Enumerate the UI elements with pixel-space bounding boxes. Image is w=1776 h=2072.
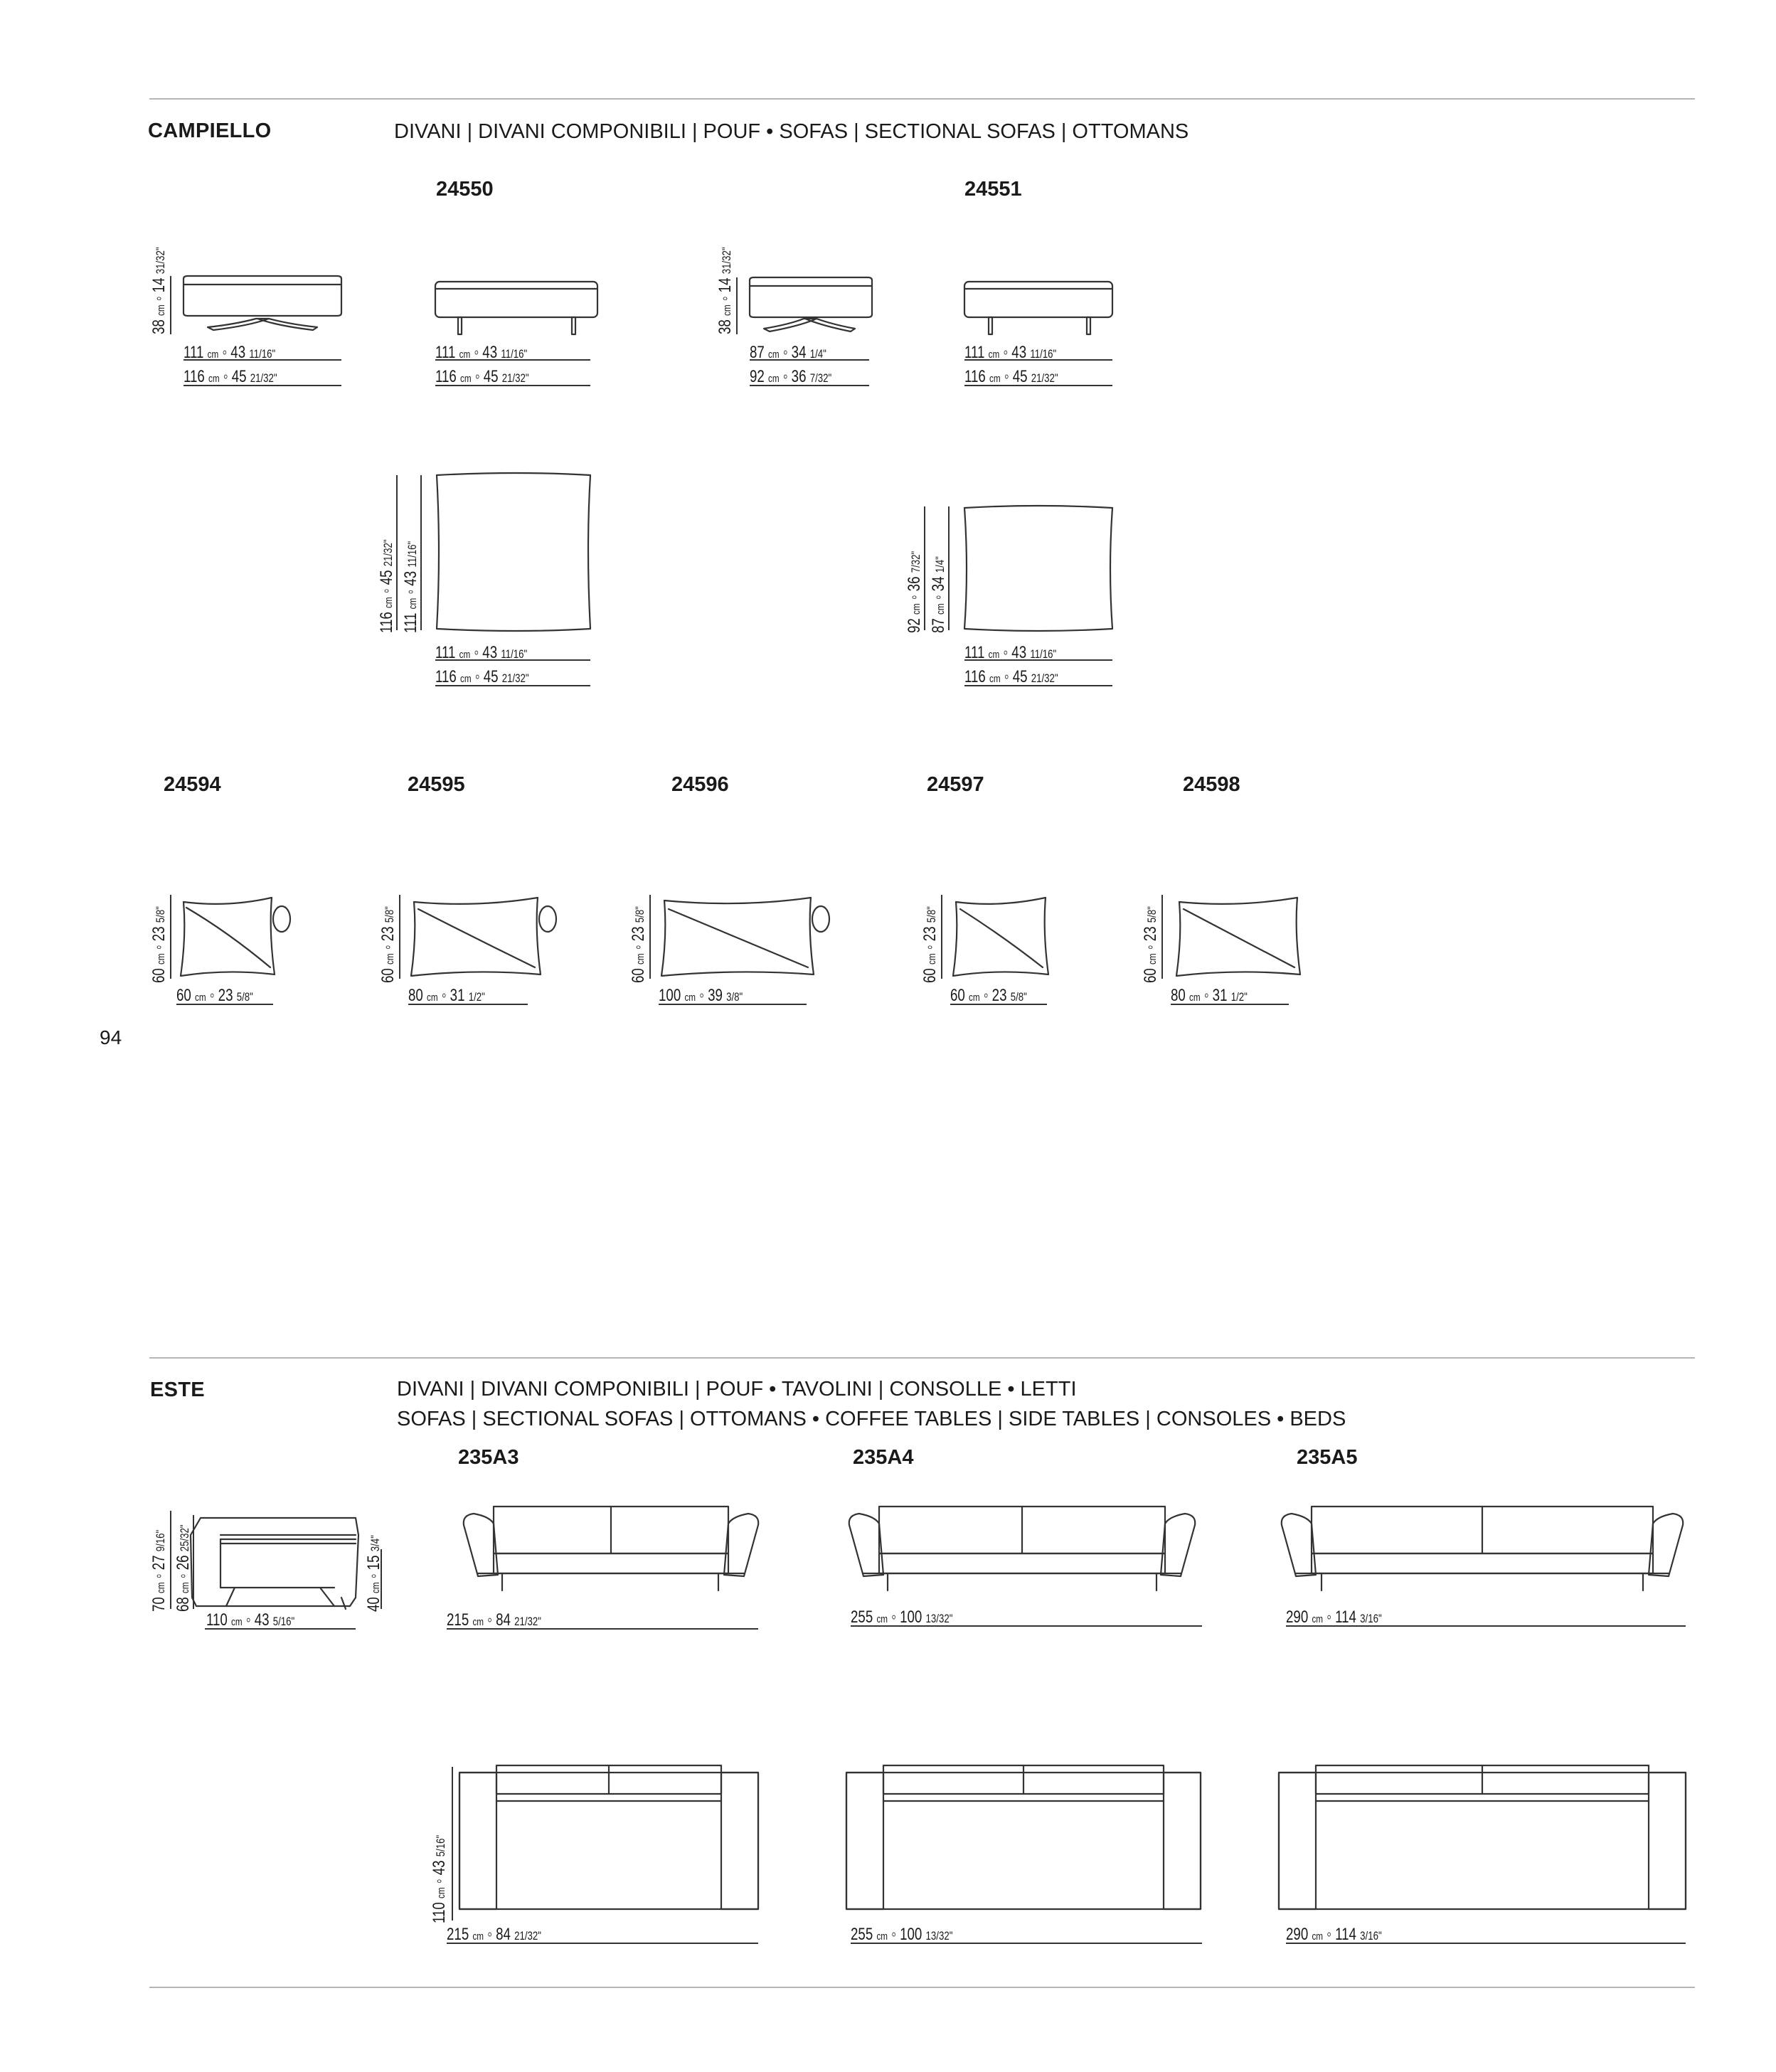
- ottoman-side-view-3: [750, 277, 872, 331]
- dim-depth: 87 cm ◦ 34 1/4": [929, 556, 948, 633]
- dim-unit: cm: [383, 597, 395, 608]
- dim-value: 116: [435, 367, 457, 386]
- dim-width: 92 cm ◦ 36 7/32": [750, 367, 832, 386]
- dim-value: 111: [184, 343, 204, 362]
- dim-inch: 114: [1335, 1925, 1356, 1944]
- dim-inch: 23: [149, 926, 169, 942]
- dim-frac: 1/2": [468, 990, 485, 1004]
- dim-unit: cm: [876, 1613, 888, 1625]
- dim-unit: cm: [1189, 992, 1201, 1004]
- product-code: 24595: [408, 773, 465, 796]
- dim-frac: 11/16": [1030, 647, 1057, 661]
- dim-inch: 23: [1141, 926, 1160, 942]
- section-categories-campiello: DIVANI | DIVANI COMPONIBILI | POUF • SOFAS | SECTIONAL SOFAS | OTTOMANS: [394, 120, 1189, 143]
- dim-frac: 5/8": [383, 906, 396, 923]
- dim-unit: cm: [459, 649, 471, 661]
- dim-inch: 15: [364, 1555, 383, 1571]
- dim-unit: cm: [988, 649, 1000, 661]
- dim-inch: 23: [629, 926, 648, 942]
- dim-frac: 7/32": [809, 371, 832, 385]
- dim-inch: 43: [430, 1860, 449, 1876]
- dim-frac: 1/4": [933, 556, 947, 573]
- dim-value: 290: [1286, 1608, 1309, 1627]
- dim-value: 116: [435, 667, 457, 686]
- dim-frac: 21/32": [1031, 671, 1058, 685]
- sofa-front-235A4: [849, 1507, 1195, 1590]
- dim-frac: 3/4": [368, 1535, 382, 1552]
- dim-seat-height: 40 cm ◦ 15 3/4": [364, 1535, 383, 1612]
- dim-unit: cm: [989, 373, 1001, 385]
- product-code: 235A3: [458, 1446, 519, 1469]
- dim-height: 38 cm ◦ 14 31/32": [716, 247, 735, 334]
- dim-value: 60: [1141, 968, 1160, 983]
- dim-width: 111 cm ◦ 43 11/16": [184, 343, 276, 362]
- dim-value: 290: [1286, 1925, 1309, 1944]
- dim-frac: 31/32": [154, 247, 167, 275]
- dim-width: 111 cm ◦ 43 11/16": [964, 643, 1057, 662]
- dim-value: 111: [435, 643, 456, 662]
- dim-unit: cm: [435, 1887, 447, 1898]
- sofa-front-235A5: [1282, 1507, 1683, 1590]
- dim-frac: 11/16": [1030, 347, 1057, 361]
- dim-value: 40: [364, 1597, 383, 1612]
- dim-value: 70: [149, 1597, 169, 1612]
- dim-unit: cm: [969, 992, 980, 1004]
- dim-unit: cm: [721, 304, 733, 316]
- dim-frac: 5/8": [1010, 990, 1027, 1004]
- dim-frac: 11/16": [501, 347, 528, 361]
- dim-inch: 45: [231, 367, 247, 386]
- dim-value: 60: [149, 968, 169, 983]
- product-code: 24598: [1183, 773, 1240, 796]
- dim-width: 215 cm ◦ 84 21/32": [447, 1610, 542, 1630]
- ottoman-top-view-2: [964, 506, 1112, 631]
- dim-frac: 21/32": [501, 371, 529, 385]
- dim-width: 116 cm ◦ 45 21/32": [435, 667, 529, 686]
- dim-inch: 23: [991, 986, 1007, 1005]
- dim-unit: cm: [384, 953, 396, 965]
- dim-unit: cm: [1312, 1930, 1324, 1943]
- dim-inch: 45: [1012, 667, 1028, 686]
- cushion-24594: [181, 898, 290, 976]
- product-code: 24551: [964, 178, 1022, 201]
- dim-frac: 5/8": [633, 906, 647, 923]
- dim-value: 92: [750, 367, 765, 386]
- dim-value: 38: [149, 319, 169, 334]
- dim-unit: cm: [208, 373, 220, 385]
- section-title-campiello: CAMPIELLO: [148, 119, 272, 142]
- dim-value: 116: [964, 667, 986, 686]
- page-number: 94: [100, 1026, 122, 1048]
- dim-inch: 45: [1012, 367, 1028, 386]
- dim-inch: 43: [482, 643, 498, 662]
- dim-frac: 21/32": [514, 1615, 542, 1628]
- dim-value: 100: [659, 986, 681, 1005]
- dim-unit: cm: [427, 992, 438, 1004]
- dim-value: 60: [950, 986, 965, 1005]
- dim-inch: 14: [716, 277, 735, 293]
- dim-inch: 84: [496, 1925, 511, 1944]
- dim-inch: 84: [496, 1610, 511, 1630]
- dim-width: 116 cm ◦ 45 21/32": [184, 367, 277, 386]
- dim-frac: 11/16": [501, 647, 528, 661]
- dim-frac: 11/16": [405, 541, 419, 568]
- dim-height: 60 cm ◦ 23 5/8": [378, 906, 398, 983]
- dim-unit: cm: [155, 953, 167, 965]
- dim-value: 87: [929, 618, 948, 633]
- dim-unit: cm: [768, 373, 780, 385]
- dim-inch: 43: [1011, 343, 1027, 362]
- dim-frac: 21/32": [381, 539, 395, 567]
- dim-unit: cm: [935, 603, 947, 615]
- dim-inch: 23: [920, 926, 940, 942]
- dim-frac: 5/16": [434, 1834, 447, 1857]
- dim-frac: 25/32": [178, 1524, 191, 1552]
- dim-width: 116 cm ◦ 45 21/32": [964, 367, 1058, 386]
- dim-unit: cm: [910, 603, 922, 615]
- dim-frac: 13/32": [925, 1612, 953, 1625]
- dim-width: 87 cm ◦ 34 1/4": [750, 343, 826, 362]
- dim-unit: cm: [989, 673, 1001, 685]
- dim-inch: 100: [900, 1925, 922, 1944]
- dim-frac: 7/32": [909, 551, 922, 573]
- dim-inch: 39: [708, 986, 723, 1005]
- dim-width: 290 cm ◦ 114 3/16": [1286, 1608, 1382, 1627]
- dim-value: 215: [447, 1925, 469, 1944]
- ottoman-side-view-4: [964, 282, 1112, 334]
- dim-inch: 43: [230, 343, 246, 362]
- dim-frac: 31/32": [720, 247, 733, 275]
- dim-width: 116 cm ◦ 45 21/32": [435, 367, 529, 386]
- dim-height: 60 cm ◦ 23 5/8": [920, 906, 940, 983]
- dim-height: 60 cm ◦ 23 5/8": [149, 906, 169, 983]
- sofa-top-235A3: [459, 1765, 758, 1909]
- dim-frac: 21/32": [514, 1929, 542, 1943]
- dim-value: 255: [851, 1608, 873, 1627]
- dim-width: 255 cm ◦ 100 13/32": [851, 1608, 953, 1627]
- dim-value: 111: [401, 612, 420, 633]
- dim-height: 38 cm ◦ 14 31/32": [149, 247, 169, 334]
- section-title-este: ESTE: [150, 1378, 205, 1401]
- dim-inch: 34: [791, 343, 807, 362]
- dim-inch: 31: [1212, 986, 1228, 1005]
- dim-unit: cm: [1147, 953, 1159, 965]
- dim-inch: 45: [377, 570, 396, 585]
- dim-inch: 23: [218, 986, 233, 1005]
- product-code: 24596: [671, 773, 729, 796]
- dim-inch: 43: [1011, 643, 1027, 662]
- dim-unit: cm: [179, 1582, 191, 1593]
- dim-frac: 1/2": [1230, 990, 1248, 1004]
- dim-inch: 45: [483, 367, 499, 386]
- cushion-24596: [661, 898, 829, 976]
- dim-value: 116: [377, 612, 396, 633]
- dim-inch: 23: [378, 926, 398, 942]
- dim-frac: 21/32": [1031, 371, 1058, 385]
- dim-inch: 31: [450, 986, 465, 1005]
- dim-height: 70 cm ◦ 27 9/16": [149, 1529, 169, 1612]
- dim-width: 80 cm ◦ 31 1/2": [1171, 986, 1248, 1005]
- dim-inch: 114: [1335, 1608, 1356, 1627]
- dim-value: 68: [174, 1597, 193, 1612]
- dim-width: 255 cm ◦ 100 13/32": [851, 1925, 953, 1944]
- dim-frac: 5/8": [1145, 906, 1159, 923]
- dim-unit: cm: [407, 597, 419, 610]
- dim-value: 110: [206, 1610, 228, 1630]
- section-categories-este-it: DIVANI | DIVANI COMPONIBILI | POUF • TAVOLINI | CONSOLLE • LETTI: [397, 1378, 1077, 1401]
- dim-unit: cm: [634, 953, 647, 965]
- dim-value: 38: [716, 319, 735, 334]
- product-code: 235A4: [853, 1446, 914, 1469]
- dim-inch: 36: [905, 576, 924, 592]
- dim-unit: cm: [876, 1930, 888, 1943]
- dim-value: 87: [750, 343, 765, 362]
- dim-height: 60 cm ◦ 23 5/8": [629, 906, 648, 983]
- dim-inch: 26: [174, 1555, 193, 1571]
- dim-frac: 3/16": [1360, 1612, 1382, 1625]
- dim-value: 60: [629, 968, 648, 983]
- dim-depth: 116 cm ◦ 45 21/32": [377, 539, 396, 633]
- dim-unit: cm: [459, 349, 471, 361]
- dim-width: 60 cm ◦ 23 5/8": [176, 986, 253, 1005]
- dim-unit: cm: [155, 304, 167, 316]
- sofa-front-235A3: [464, 1507, 758, 1590]
- sofa-top-235A4: [846, 1765, 1201, 1909]
- dim-unit: cm: [684, 992, 696, 1004]
- cushion-24597: [953, 898, 1048, 976]
- dim-value: 255: [851, 1925, 873, 1944]
- dim-width: 116 cm ◦ 45 21/32": [964, 667, 1058, 686]
- dim-unit: cm: [988, 349, 1000, 361]
- dim-frac: 9/16": [154, 1529, 167, 1552]
- dim-inch: 14: [149, 277, 169, 293]
- dim-value: 111: [435, 343, 456, 362]
- dim-inch: 43: [401, 570, 420, 586]
- dim-value: 60: [378, 968, 398, 983]
- product-code: 24550: [436, 178, 494, 201]
- dim-value: 116: [964, 367, 986, 386]
- dim-inch: 100: [900, 1608, 922, 1627]
- dim-unit: cm: [472, 1930, 484, 1943]
- cushion-24598: [1176, 898, 1300, 976]
- dim-frac: 21/32": [250, 371, 277, 385]
- dim-value: 110: [430, 1902, 449, 1923]
- dim-value: 92: [905, 618, 924, 633]
- product-code: 24597: [927, 773, 984, 796]
- section-categories-este-en: SOFAS | SECTIONAL SOFAS | OTTOMANS • COFFEE TABLES | SIDE TABLES | CONSOLES • BEDS: [397, 1408, 1346, 1430]
- dim-frac: 5/8": [154, 906, 167, 923]
- ottoman-top-view-1: [437, 473, 590, 631]
- dim-unit: cm: [231, 1616, 243, 1628]
- dim-frac: 11/16": [249, 347, 276, 361]
- dim-unit: cm: [155, 1582, 167, 1593]
- dim-frac: 1/4": [809, 347, 826, 361]
- dim-frac: 21/32": [501, 671, 529, 685]
- dim-height: 68 cm ◦ 26 25/32": [174, 1524, 193, 1612]
- dim-depth: 110 cm ◦ 43 5/16": [206, 1610, 295, 1630]
- dim-inch: 45: [483, 667, 499, 686]
- dim-frac: 3/8": [726, 990, 743, 1004]
- dim-value: 116: [184, 367, 205, 386]
- dim-value: 60: [920, 968, 940, 983]
- dim-width: 111 cm ◦ 43 11/16": [435, 643, 528, 662]
- dim-width: 80 cm ◦ 31 1/2": [408, 986, 485, 1005]
- dim-frac: 5/16": [272, 1615, 295, 1628]
- dim-width: 60 cm ◦ 23 5/8": [950, 986, 1027, 1005]
- dim-frac: 5/8": [236, 990, 253, 1004]
- dim-unit: cm: [768, 349, 780, 361]
- dim-inch: 43: [254, 1610, 270, 1630]
- sofa-top-235A5: [1279, 1765, 1686, 1909]
- dim-inch: 36: [791, 367, 807, 386]
- dim-frac: 5/8": [925, 906, 938, 923]
- dim-unit: cm: [195, 992, 206, 1004]
- ottoman-side-view-1: [184, 276, 341, 330]
- dim-unit: cm: [370, 1582, 382, 1593]
- dim-value: 215: [447, 1610, 469, 1630]
- dim-inch: 43: [482, 343, 498, 362]
- dim-unit: cm: [460, 673, 472, 685]
- dim-width: 290 cm ◦ 114 3/16": [1286, 1925, 1382, 1944]
- dim-inch: 34: [929, 576, 948, 592]
- dim-height: 60 cm ◦ 23 5/8": [1141, 906, 1160, 983]
- dim-unit: cm: [460, 373, 472, 385]
- dim-width: 111 cm ◦ 43 11/16": [964, 343, 1057, 362]
- dim-value: 111: [964, 343, 985, 362]
- dim-unit: cm: [926, 953, 938, 965]
- product-code: 24594: [164, 773, 221, 796]
- dim-depth: 92 cm ◦ 36 7/32": [905, 551, 924, 633]
- dim-value: 80: [1171, 986, 1186, 1005]
- dim-frac: 3/16": [1360, 1929, 1382, 1943]
- dim-width: 100 cm ◦ 39 3/8": [659, 986, 743, 1005]
- este-side-view: [191, 1518, 358, 1609]
- dim-value: 80: [408, 986, 423, 1005]
- dim-value: 111: [964, 643, 985, 662]
- dimension-lines: [171, 276, 1686, 1943]
- dim-value: 60: [176, 986, 191, 1005]
- dim-unit: cm: [1312, 1613, 1324, 1625]
- cushion-24595: [411, 898, 556, 976]
- dim-width: 215 cm ◦ 84 21/32": [447, 1925, 542, 1944]
- dim-unit: cm: [472, 1616, 484, 1628]
- dim-frac: 13/32": [925, 1929, 953, 1943]
- dim-unit: cm: [207, 349, 219, 361]
- ottoman-side-view-2: [435, 282, 597, 334]
- dim-inch: 27: [149, 1555, 169, 1571]
- dim-width: 111 cm ◦ 43 11/16": [435, 343, 528, 362]
- dim-depth: 111 cm ◦ 43 11/16": [401, 541, 420, 633]
- dim-depth: 110 cm ◦ 43 5/16": [430, 1834, 449, 1923]
- product-code: 235A5: [1297, 1446, 1358, 1469]
